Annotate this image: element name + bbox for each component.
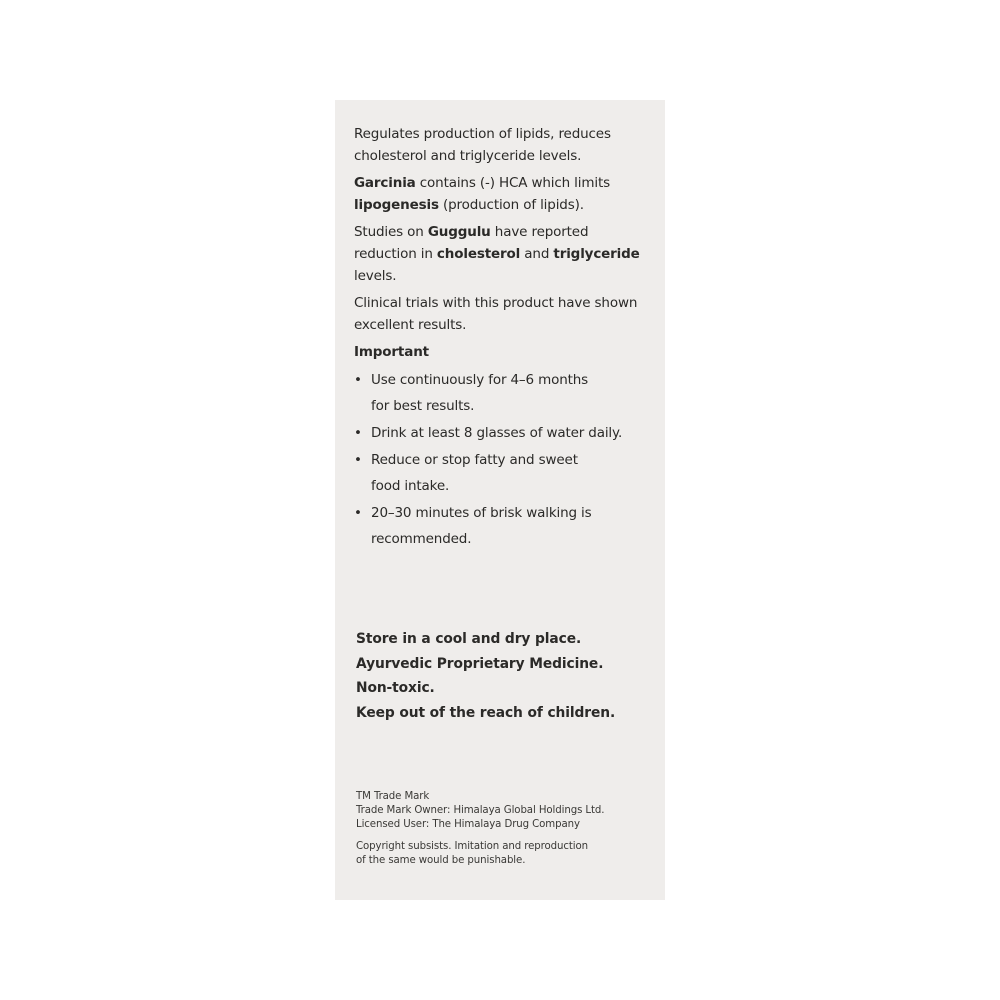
- list-item: [354, 420, 654, 446]
- child-warning: Keep out of the reach of children.: [356, 705, 616, 722]
- trademark-owner: Trade Mark Owner: Himalaya Global Holdings Ltd.: [356, 805, 605, 816]
- important-list: [354, 367, 654, 552]
- garcinia-text-1: contains (-) HCA which limits: [415, 175, 611, 191]
- copyright-line-2: of the same would be punishable.: [356, 855, 526, 866]
- storage-instruction: Store in a cool and dry place.: [356, 631, 582, 647]
- bullet-line-2: for best results.: [371, 398, 475, 414]
- bullet-line-1: Drink at least 8 glasses of water daily.: [371, 425, 623, 441]
- cholesterol-term: cholesterol: [436, 246, 521, 262]
- description-garcinia: [354, 172, 654, 216]
- guggulu-text-1: Studies on: [354, 224, 428, 240]
- lipogenesis-term: lipogenesis: [354, 197, 439, 213]
- guggulu-term: Guggulu: [427, 224, 491, 240]
- description-guggulu: [354, 221, 654, 287]
- garcinia-term: Garcinia: [354, 175, 416, 191]
- copyright-line-1: Copyright subsists. Imitation and reproduction: [356, 841, 588, 852]
- licensed-user: Licensed User: The Himalaya Drug Company: [356, 819, 580, 830]
- bullet-icon: •: [354, 372, 362, 388]
- garcinia-text-2: (production of lipids).: [438, 197, 584, 213]
- bullet-line-1: 20–30 minutes of brisk walking is: [371, 505, 592, 521]
- legal-notice: [356, 790, 656, 868]
- description-lipids-text: Regulates production of lipids, reduces cholesterol and triglyceride levels.: [354, 126, 611, 164]
- list-item: [354, 447, 654, 499]
- guggulu-text-4: levels.: [354, 268, 397, 284]
- bullet-icon: •: [354, 452, 362, 468]
- toxicity-note: Non-toxic.: [356, 680, 435, 697]
- description-lipids: [354, 123, 654, 167]
- bullet-line-2: food intake.: [371, 478, 450, 494]
- product-label-panel: [335, 100, 665, 900]
- bullet-icon: •: [354, 505, 362, 521]
- guggulu-text-3: and: [520, 246, 554, 262]
- bullet-line-1: Use continuously for 4–6 months: [371, 372, 589, 388]
- bullet-line-1: Reduce or stop fatty and sweet: [371, 452, 578, 468]
- description-section: [354, 123, 654, 553]
- description-clinical-trials: [354, 292, 654, 336]
- list-item: [354, 367, 654, 419]
- list-item: [354, 500, 654, 552]
- medicine-type: Ayurvedic Proprietary Medicine.: [356, 655, 604, 672]
- bullet-icon: •: [354, 425, 362, 441]
- important-heading: Important: [354, 344, 429, 360]
- clinical-trials-text: Clinical trials with this product have shown excellent results.: [354, 295, 638, 333]
- storage-warnings: [356, 627, 656, 726]
- trademark-note: TM Trade Mark: [356, 791, 430, 802]
- bullet-line-2: recommended.: [371, 531, 472, 547]
- legal-spacer: [356, 832, 656, 840]
- triglyceride-term: triglyceride: [553, 246, 640, 262]
- guggulu-text-2: have reported reduction in: [354, 224, 589, 262]
